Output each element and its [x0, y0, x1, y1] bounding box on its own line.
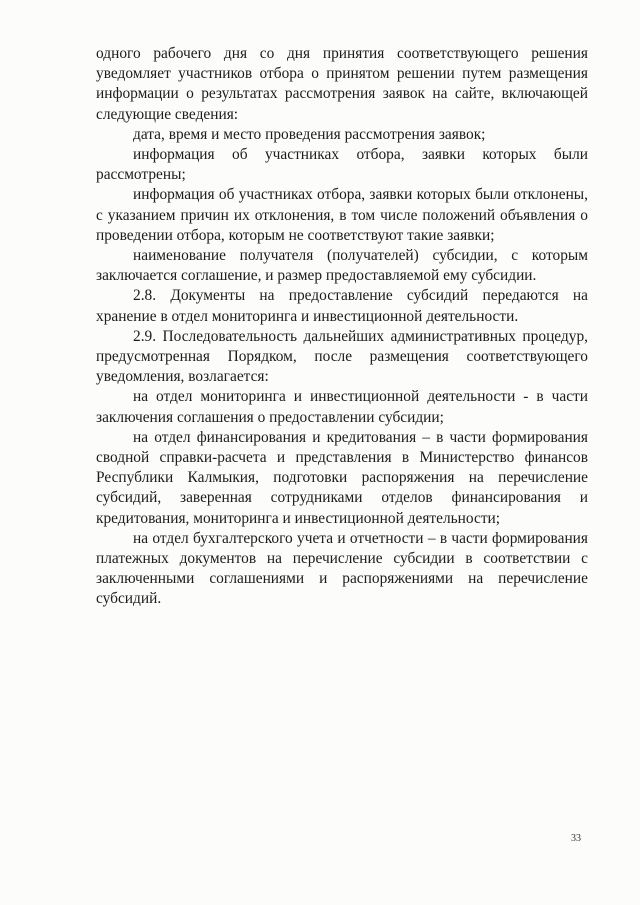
list-item-rejected-participants: информация об участниках отбора, заявки которых были отклонены, с указанием причин их отклонения, в том числе положений объявления о проведении отбора, которым не соответствуют такие заявки; [96, 186, 588, 244]
list-item-accounting-department: на отдел бухгалтерского учета и отчетности – в части формирования платежных документов на перечисление субсидии в соответствии с заключенными соглашениями и распоряжениями на перечисление субсидий. [96, 529, 588, 608]
body-text [96, 44, 588, 610]
paragraph-continuation: одного рабочего дня со дня принятия соответствующего решения уведомляет участников отбора о принятом решении путем размещения информации о результатах рассмотрения заявок на сайте, включающей следующие сведения: [96, 45, 588, 123]
list-item-recipient-name: наименование получателя (получателей) субсидии, с которым заключается соглашение, и размер предоставляемой ему субсидии. [96, 247, 588, 285]
page-number: 33 [571, 833, 581, 844]
clause-2-8: 2.8. Документы на предоставление субсидий передаются на хранение в отдел мониторинга и инвестиционной деятельности. [96, 287, 588, 325]
clause-2-9: 2.9. Последовательность дальнейших административных процедур, предусмотренная Порядком, после размещения соответствующего уведомления, возлагается: [96, 327, 588, 386]
list-item-considered-participants: информация об участниках отбора, заявки которых были рассмотрены; [96, 146, 588, 184]
list-item-monitoring-department: на отдел мониторинга и инвестиционной деятельности - в части заключения соглашения о предоставлении субсидии; [96, 388, 588, 426]
list-item-financing-department: на отдел финансирования и кредитования – в части формирования сводной справки-расчета и представления в Министерство финансов Республики Калмыкия, подготовки распоряжения на перечисление субсидий, заверенная сотрудниками отделов финансирования и кредитования, мониторинга и инвестиционной деятельности; [96, 428, 588, 527]
list-item-date-time-place: дата, время и место проведения рассмотрения заявок; [133, 125, 486, 143]
